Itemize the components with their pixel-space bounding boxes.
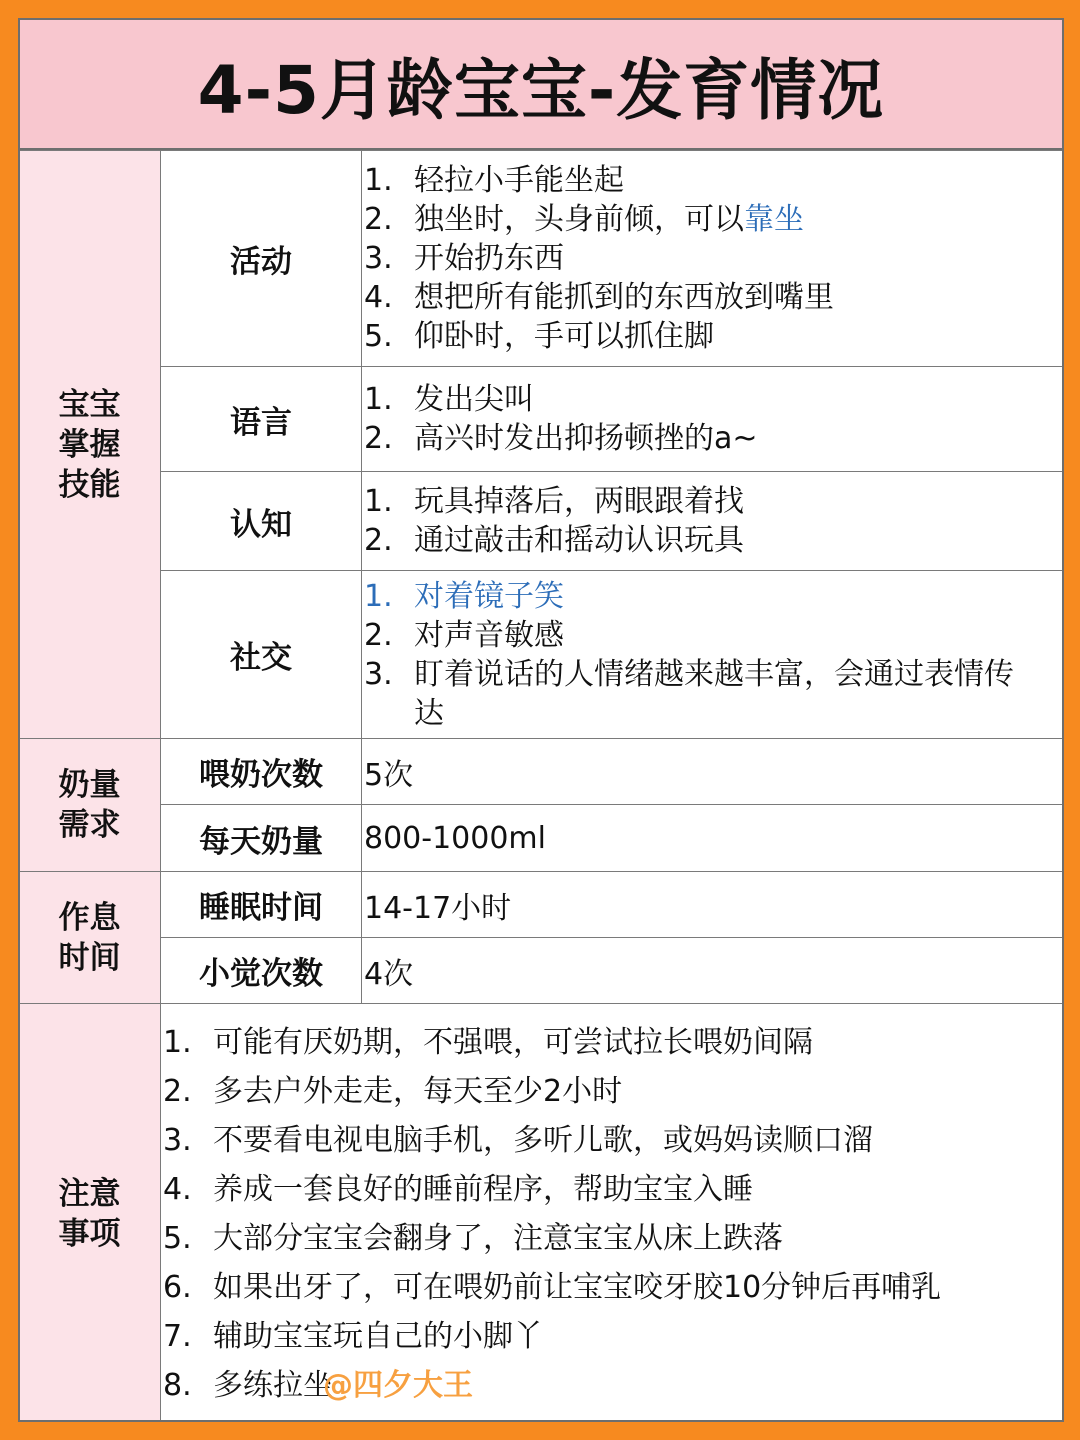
- language-list-cell: [362, 367, 1064, 472]
- feedings-label: 喂奶次数: [161, 739, 362, 805]
- notes-list: [163, 1018, 1063, 1410]
- list-item: 8. 多练拉坐@四夕大王: [163, 1368, 473, 1403]
- category-milk: [19, 739, 161, 872]
- list-item: 1. 可能有厌奶期，不强喂，可尝试拉长喂奶间隔: [163, 1025, 813, 1060]
- table-row: [19, 805, 1064, 872]
- list-item: 6. 如果出牙了，可在喂奶前让宝宝咬牙胶10分钟后再哺乳: [163, 1270, 942, 1305]
- development-table: [18, 150, 1064, 1422]
- language-list: [364, 380, 1063, 458]
- cognition-list-cell: [362, 472, 1064, 571]
- list-item: 1. 发出尖叫: [364, 382, 534, 417]
- list-item: 3. 不要看电视电脑手机，多听儿歌，或妈妈读顺口溜: [163, 1123, 873, 1158]
- table-row: [19, 367, 1064, 472]
- naps-label: 小觉次数: [161, 938, 362, 1004]
- notes-list-cell: [161, 1004, 1064, 1423]
- activity-list: [364, 161, 1063, 356]
- activity-list-cell: [362, 151, 1064, 367]
- list-item: 7. 辅助宝宝玩自己的小脚丫: [163, 1319, 543, 1354]
- category-label: 注意: [58, 1176, 121, 1212]
- category-label: 需求: [58, 807, 121, 843]
- list-item: 3. 开始扔东西: [364, 241, 564, 276]
- table-row: [19, 151, 1064, 367]
- highlight-text: 靠坐: [744, 202, 804, 237]
- list-item: 2. 多去户外走走，每天至少2小时: [163, 1074, 623, 1109]
- cognition-list: [364, 482, 1063, 560]
- list-item: 2. 对声音敏感: [364, 617, 564, 653]
- table-row: [19, 571, 1064, 739]
- development-sheet: [18, 18, 1064, 1422]
- feedings-value: 5次: [362, 739, 1064, 805]
- daily-milk-label: 每天奶量: [161, 805, 362, 872]
- category-label: 作息: [58, 899, 121, 936]
- list-item: 5. 大部分宝宝会翻身了，注意宝宝从床上跌落: [163, 1221, 783, 1256]
- watermark: @四夕大王: [323, 1368, 473, 1403]
- category-label: 事项: [58, 1216, 121, 1252]
- subcategory-cognition: 认知: [161, 472, 362, 571]
- category-label: 掌握: [58, 426, 121, 463]
- subcategory-language: 语言: [161, 367, 362, 472]
- category-label: 奶量: [58, 767, 121, 803]
- list-item: 5. 仰卧时，手可以抓住脚: [364, 319, 714, 354]
- list-item: 4. 养成一套良好的睡前程序，帮助宝宝入睡: [163, 1172, 753, 1207]
- social-list-cell: [362, 571, 1064, 739]
- list-item: 1. 轻拉小手能坐起: [364, 163, 624, 198]
- category-notes: [19, 1004, 161, 1423]
- sleep-value: 14-17小时: [362, 872, 1064, 938]
- list-item: 3. 盯着说话的人情绪越来越丰富，会通过表情传达: [364, 656, 1014, 731]
- list-item: 1. 对着镜子笑: [364, 578, 564, 614]
- table-row: [19, 739, 1064, 805]
- list-item: 2. 独坐时，头身前倾，可以靠坐: [364, 202, 804, 237]
- page-title: 4-5月龄宝宝-发育情况: [197, 51, 885, 129]
- category-label: 技能: [58, 466, 121, 503]
- list-item: 4. 想把所有能抓到的东西放到嘴里: [364, 280, 834, 315]
- naps-value: 4次: [362, 938, 1064, 1004]
- title-bar: [20, 20, 1062, 150]
- category-label: 时间: [58, 939, 121, 976]
- table-row: [19, 1004, 1064, 1423]
- sleep-label: 睡眠时间: [161, 872, 362, 938]
- category-schedule: [19, 872, 161, 1004]
- table-row: [19, 872, 1064, 938]
- list-item: 2. 高兴时发出抑扬顿挫的a~: [364, 421, 758, 456]
- table-row: [19, 472, 1064, 571]
- category-label: 宝宝: [58, 386, 121, 423]
- category-skills: [19, 151, 161, 739]
- list-item: 2. 通过敲击和摇动认识玩具: [364, 523, 744, 558]
- daily-milk-value: 800-1000ml: [362, 805, 1064, 872]
- subcategory-social: 社交: [161, 571, 362, 739]
- social-list: [364, 577, 1063, 733]
- list-item: 1. 玩具掉落后，两眼跟着找: [364, 484, 744, 519]
- subcategory-activity: 活动: [161, 151, 362, 367]
- table-row: [19, 938, 1064, 1004]
